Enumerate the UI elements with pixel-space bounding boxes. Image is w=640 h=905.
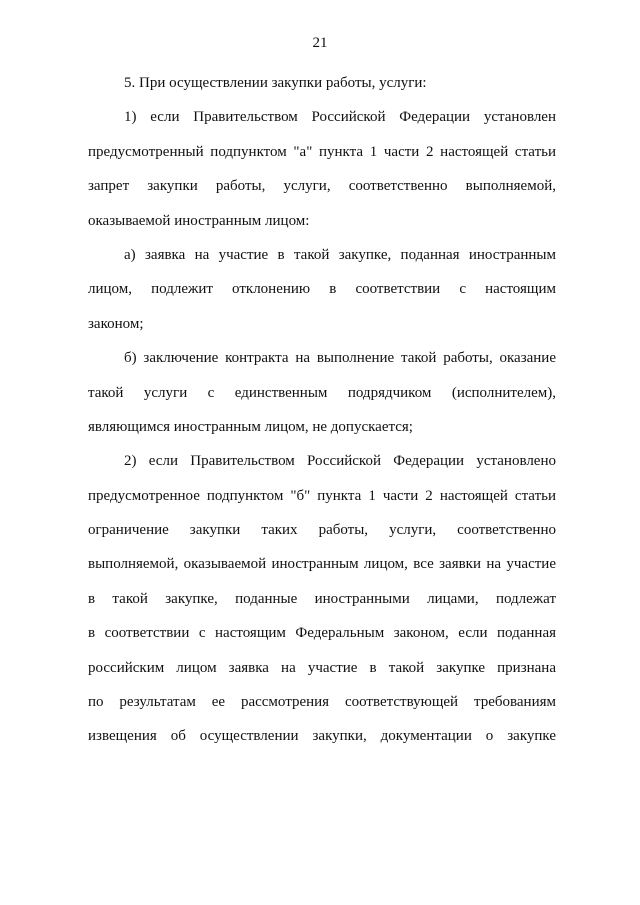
text-line: выполняемой, оказываемой иностранным лицом, все заявки на участие [88,556,556,573]
text-line: предусмотренный подпунктом "а" пункта 1 части 2 настоящей статьи [88,143,556,160]
text-line: законом; [88,315,144,332]
text-line: оказываемой иностранным лицом: [88,212,310,229]
text-line: 1) если Правительством Российской Федерации установлен [124,109,556,126]
text-line: являющимся иностранным лицом, не допускается; [88,418,413,435]
page-number: 21 [312,35,328,51]
text-line: запрет закупки работы, услуги, соответственно выполняемой, [88,178,556,195]
text-line: в соответствии с настоящим Федеральным законом, если поданная [88,625,556,642]
text-line: российским лицом заявка на участие в такой закупке признана [88,659,556,676]
text-line: б) заключение контракта на выполнение такой работы, оказание [124,350,556,367]
text-line: 2) если Правительством Российской Федерации установлено [124,453,556,470]
text-line: 5. При осуществлении закупки работы, услуги: [124,75,427,91]
text-line: извещения об осуществлении закупки, документации о закупке [88,728,556,745]
text-line: а) заявка на участие в такой закупке, поданная иностранным [124,246,556,263]
text-line: в такой закупке, поданные иностранными лицами, подлежат [88,590,556,607]
text-line: ограничение закупки таких работы, услуги, соответственно [88,522,556,539]
document-body [88,66,556,754]
text-line: такой услуги с единственным подрядчиком (исполнителем), [88,384,556,401]
text-line: лицом, подлежит отклонению в соответствии с настоящим [88,281,556,298]
text-line: предусмотренное подпунктом "б" пункта 1 части 2 настоящей статьи [88,487,556,504]
text-line: по результатам ее рассмотрения соответствующей требованиям [88,694,556,711]
